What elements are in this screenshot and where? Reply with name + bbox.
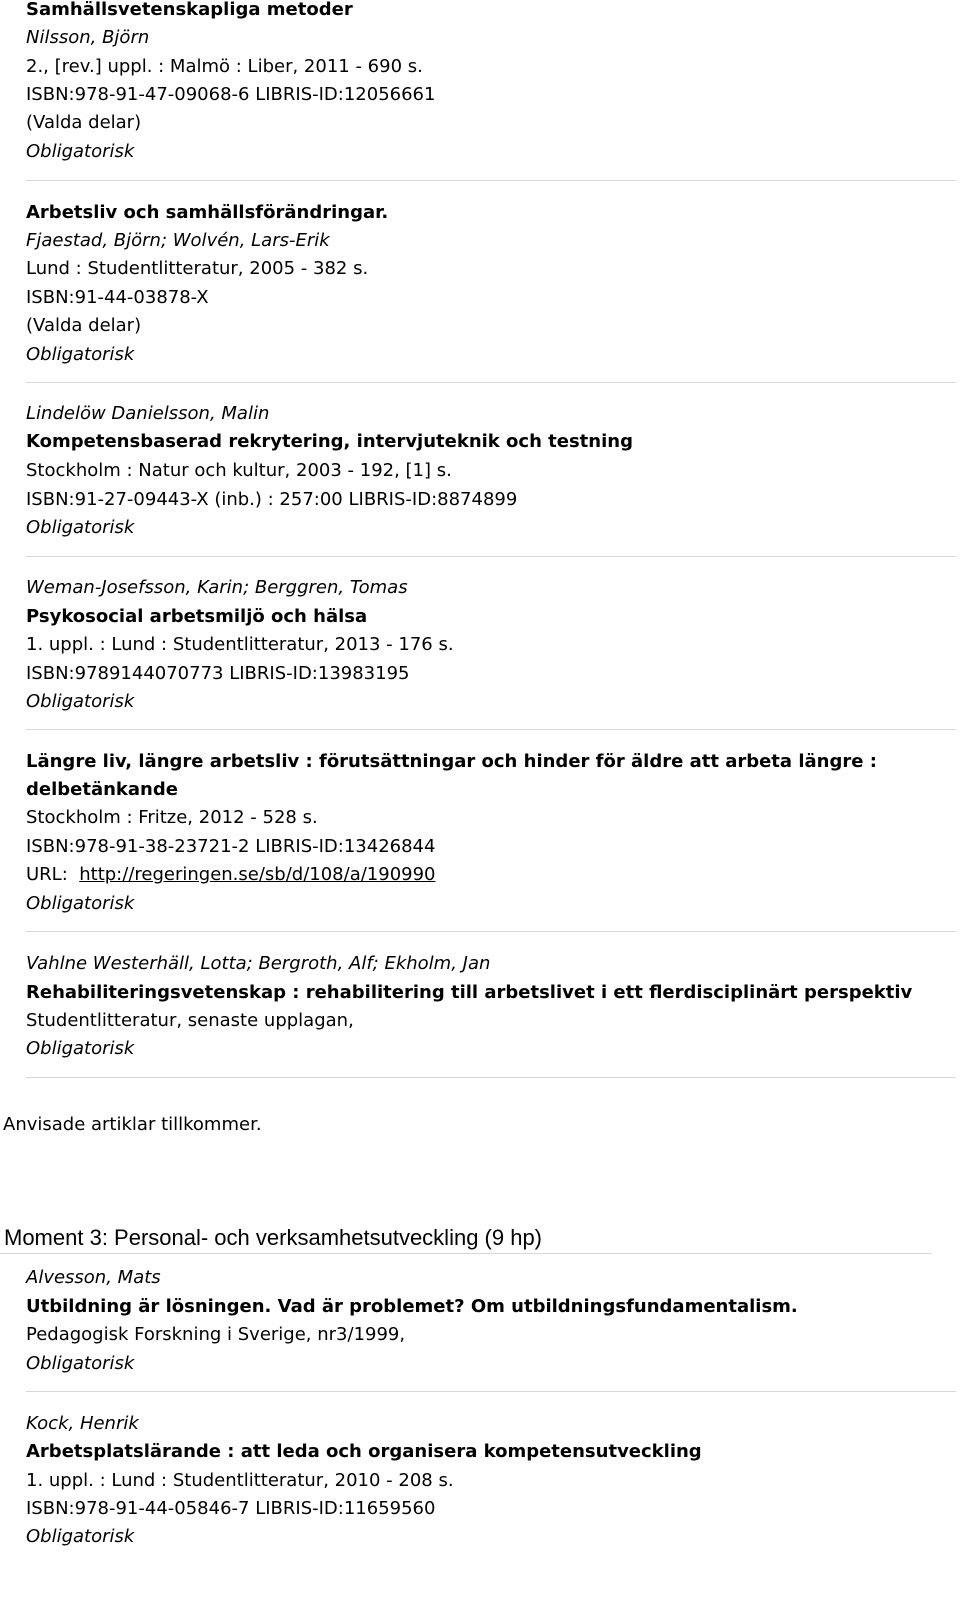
entry-author: Lindelöw Danielsson, Malin <box>26 403 270 424</box>
divider <box>26 180 956 181</box>
entry-title: Samhällsvetenskapliga metoder <box>26 0 353 20</box>
section-heading: Moment 3: Personal- och verksamhetsutveckling (9 hp) <box>4 1225 543 1250</box>
required-label: Obligatorisk <box>26 344 135 365</box>
entry-isbn: ISBN:91-44-03878-X <box>26 287 209 308</box>
entry-title: Rehabiliteringsvetenskap : rehabilitering till arbetslivet i ett flerdisciplinärt perspektiv <box>26 982 913 1003</box>
entry-author: Weman-Josefsson, Karin; Berggren, Tomas <box>26 577 408 598</box>
entry-title: Kompetensbaserad rekrytering, intervjuteknik och testning <box>26 431 633 452</box>
entry-isbn: ISBN:978-91-47-09068-6 LIBRIS-ID:12056661 <box>26 84 436 105</box>
entry-title: Psykosocial arbetsmiljö och hälsa <box>26 606 368 627</box>
entry-edition: 1. uppl. : Lund : Studentlitteratur, 2013 - 176 s. <box>26 634 454 655</box>
required-label: Obligatorisk <box>26 1526 135 1547</box>
entry-author: Vahlne Westerhäll, Lotta; Bergroth, Alf; Ekholm, Jan <box>26 953 491 974</box>
entry-parts: (Valda delar) <box>26 112 142 133</box>
required-label: Obligatorisk <box>26 893 135 914</box>
divider <box>26 1077 956 1078</box>
divider <box>26 1391 956 1392</box>
required-label: Obligatorisk <box>26 517 135 538</box>
entry-title: Utbildning är lösningen. Vad är problemet? Om utbildningsfundamentalism. <box>26 1296 798 1317</box>
url-label: URL: <box>26 864 68 885</box>
entry-isbn: ISBN:9789144070773 LIBRIS-ID:13983195 <box>26 663 410 684</box>
section-divider <box>0 1253 932 1254</box>
required-label: Obligatorisk <box>26 141 135 162</box>
divider <box>26 729 956 730</box>
entry-edition: Stockholm : Natur och kultur, 2003 - 192, [1] s. <box>26 460 452 481</box>
divider <box>26 556 956 557</box>
articles-note: Anvisade artiklar tillkommer. <box>3 1114 262 1135</box>
required-label: Obligatorisk <box>26 691 135 712</box>
entry-title: Längre liv, längre arbetsliv : förutsättningar och hinder för äldre att arbeta längre : <box>26 751 877 772</box>
entry-edition: 1. uppl. : Lund : Studentlitteratur, 2010 - 208 s. <box>26 1470 454 1491</box>
entry-url-link[interactable]: http://regeringen.se/sb/d/108/a/190990 <box>79 864 436 885</box>
entry-isbn: ISBN:978-91-38-23721-2 LIBRIS-ID:13426844 <box>26 836 436 857</box>
entry-edition: Stockholm : Fritze, 2012 - 528 s. <box>26 807 318 828</box>
entry-edition: Studentlitteratur, senaste upplagan, <box>26 1010 354 1031</box>
required-label: Obligatorisk <box>26 1353 135 1374</box>
entry-url-row <box>26 863 436 887</box>
entry-edition: Lund : Studentlitteratur, 2005 - 382 s. <box>26 258 369 279</box>
entry-edition: Pedagogisk Forskning i Sverige, nr3/1999, <box>26 1324 406 1345</box>
entry-title: Arbetsliv och samhällsförändringar. <box>26 202 389 223</box>
entry-edition: 2., [rev.] uppl. : Malmö : Liber, 2011 - 690 s. <box>26 56 423 77</box>
entry-title: Arbetsplatslärande : att leda och organisera kompetensutveckling <box>26 1441 702 1462</box>
required-label: Obligatorisk <box>26 1038 135 1059</box>
entry-isbn: ISBN:978-91-44-05846-7 LIBRIS-ID:11659560 <box>26 1498 436 1519</box>
divider <box>26 382 956 383</box>
entry-author: Alvesson, Mats <box>26 1267 161 1288</box>
entry-isbn: ISBN:91-27-09443-X (inb.) : 257:00 LIBRIS-ID:8874899 <box>26 489 518 510</box>
entry-author: Nilsson, Björn <box>26 27 150 48</box>
entry-title-continued: delbetänkande <box>26 779 178 800</box>
entry-author: Fjaestad, Björn; Wolvén, Lars-Erik <box>26 230 330 251</box>
entry-parts: (Valda delar) <box>26 315 142 336</box>
entry-author: Kock, Henrik <box>26 1413 139 1434</box>
divider <box>26 931 956 932</box>
